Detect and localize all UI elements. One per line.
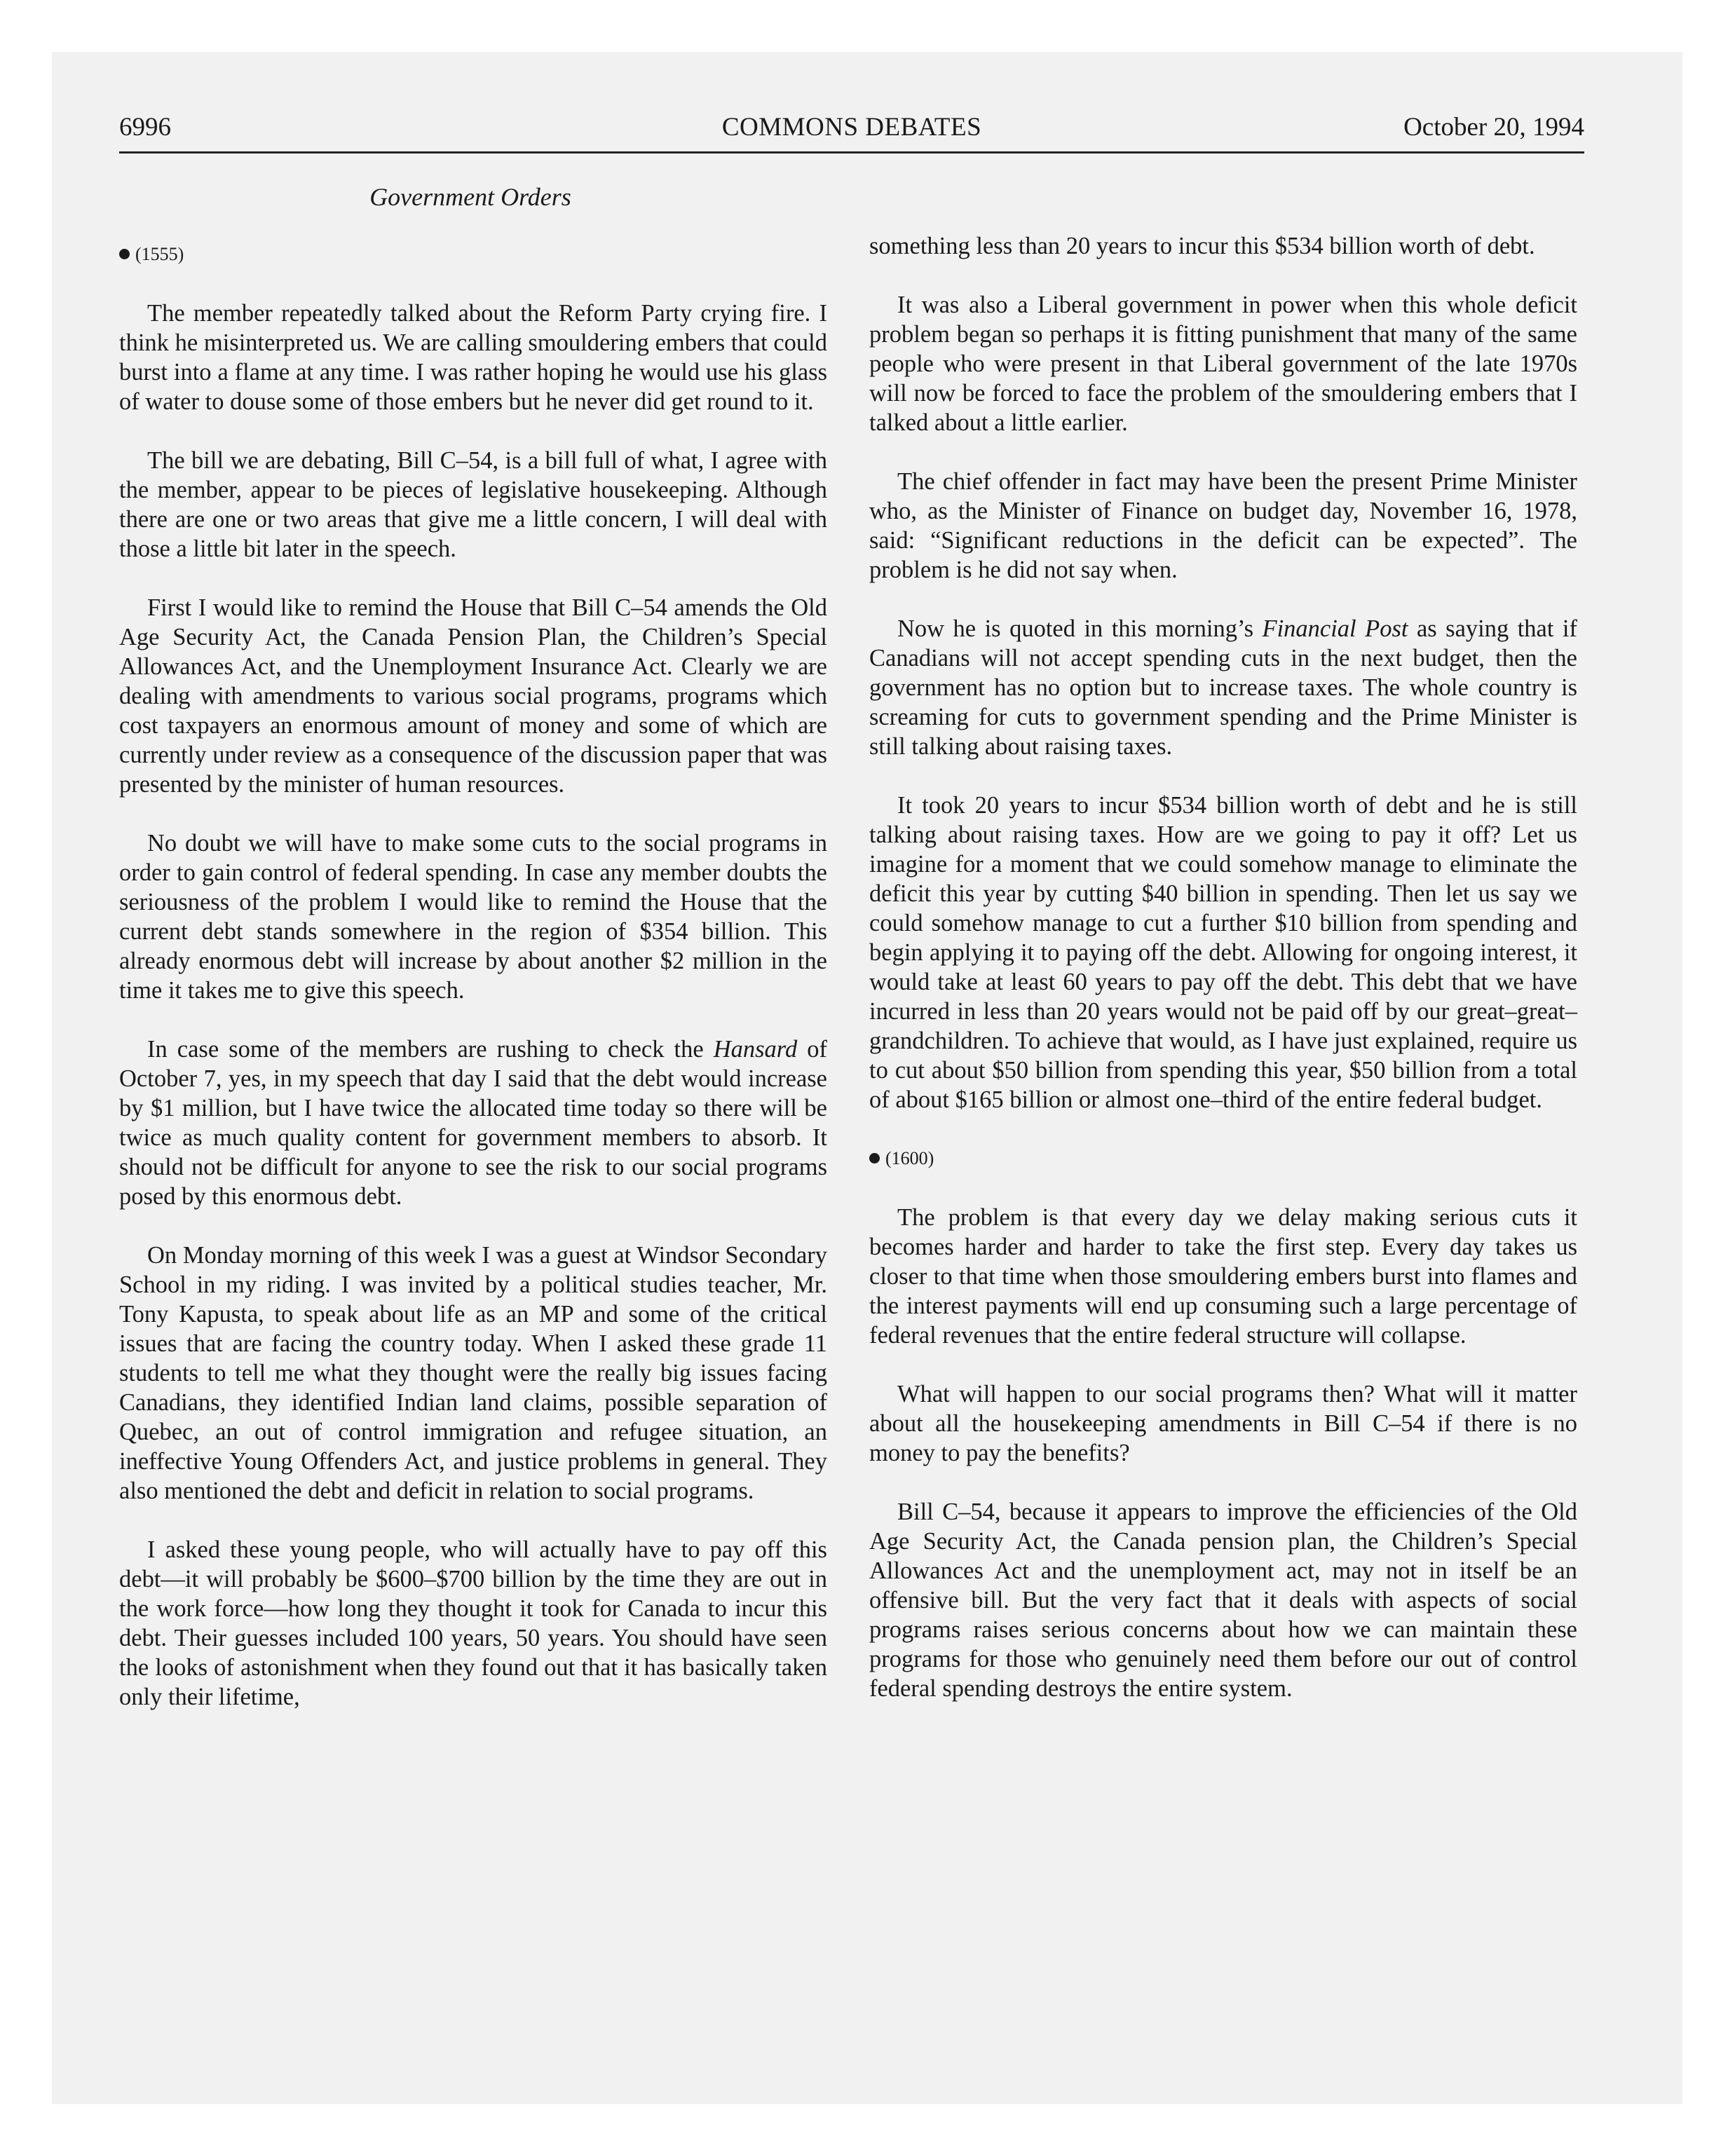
paragraph <box>119 1035 827 1211</box>
left-column <box>119 240 827 1741</box>
paragraph-text: of October 7, yes, in my speech that day I said that the debt would increase by $1 million, but I have twice the allocated time today so there will be twice as much quality content for government members to absorb. It should not be difficult for anyone to see the risk to our social programs posed by this enormous debt. <box>119 1036 827 1210</box>
time-mark-text: (1600) <box>885 1148 934 1168</box>
bullet-icon <box>869 1153 880 1164</box>
paragraph-text: In case some of the members are rushing to check the <box>147 1036 714 1063</box>
right-column <box>869 231 1577 1733</box>
hansard-reference: Hansard <box>713 1036 798 1063</box>
paragraph: First I would like to remind the House that Bill C–54 amends the Old Age Security Act, the Canada Pension Plan, the Children’s Special Allowances Act, and the Unemployment Insurance Act. Clearly we are dealing with amendments to various social programs, programs which cost taxpayers an enormous amount of money and some of which are currently under review as a consequence of the discussion paper that was presented by the minister of human resources. <box>119 594 827 798</box>
page-header <box>119 107 1584 153</box>
paragraph: Bill C–54, because it appears to improve the efficiencies of the Old Age Security Act, the Canada pension plan, the Children’s Special Allowances Act and the unemployment act, may not in itself be an offensive bill. But the very fact that it deals with aspects of social programs raises serious concerns about how we can maintain these programs for those who genuinely need them before our out of control federal spending destroys the entire system. <box>869 1499 1577 1702</box>
paragraph-text: Now he is quoted in this morning’s <box>897 615 1263 642</box>
paragraph-text: as saying that if Canadians will not accept spending cuts in the next budget, then the government has no option but to increase taxes. The whole country is screaming for cuts to government spending and the Prime Minister is still talking about raising taxes. <box>869 615 1578 760</box>
paragraph: It took 20 years to incur $534 billion worth of debt and he is still talking about raising taxes. How are we going to pay it off? Let us imagine for a moment that we could somehow manage to eliminate the deficit this year by cutting $40 billion in spending. Then let us say we could somehow manage to cut a further $10 billion from spending and begin applying it to paying off the debt. Allowing for ongoing interest, it would take at least 60 years to pay off the debt. This debt that we have incurred in less than 20 years would not be paid off by our great–great–grandchildren. To achieve that would, as I have just explained, require us to cut about $50 billion from spending this year, $50 billion from a total of about $165 billion or almost one–third of the entire federal budget. <box>869 792 1577 1113</box>
paragraph: The bill we are debating, Bill C–54, is a bill full of what, I agree with the member, appear to be pieces of legislative housekeeping. Although there are one or two areas that give me a little concern, I will deal with those a little bit later in the speech. <box>119 447 827 562</box>
paragraph: The member repeatedly talked about the Reform Party crying fire. I think he misinterpreted us. We are calling smouldering embers that could burst into a flame at any time. I was rather hoping he would use his glass of water to douse some of those embers but he never did get round to it. <box>119 300 827 415</box>
paragraph: It was also a Liberal government in power when this whole deficit problem began so perhaps it is fitting punishment that many of the same people who were present in that Liberal government of the late 1970s will now be forced to face the problem of the smouldering embers that I talked about a little earlier. <box>869 292 1577 436</box>
paragraph: No doubt we will have to make some cuts to the social programs in order to gain control of federal spending. In case any member doubts the seriousness of the problem I would like to remind the House that the current debt stands somewhere in the region of $354 billion. This already enormous debt will increase by about another $2 million in the time it takes me to give this speech. <box>119 830 827 1004</box>
paragraph: What will happen to our social programs then? What will it matter about all the housekeeping amendments in Bill C–54 if there is no money to pay the benefits? <box>869 1381 1577 1466</box>
publication-title: COMMONS DEBATES <box>721 113 982 142</box>
financial-post-reference: Financial Post <box>1262 615 1408 642</box>
bullet-icon <box>119 249 130 259</box>
paragraph <box>869 614 1577 761</box>
paragraph: On Monday morning of this week I was a guest at Windsor Secondary School in my riding. I was invited by a political studies teacher, Mr. Tony Kapusta, to speak about life as an MP and some of the critical issues that are facing the country today. When I asked these grade 11 students to tell me what they thought were the really big issues facing Canadians, they identified Indian land claims, possible separation of Quebec, an out of control immigration and refugee situation, an ineffective Young Offenders Act, and justice problems in general. They also mentioned the debt and deficit in relation to social programs. <box>119 1242 827 1504</box>
time-mark <box>869 1144 1577 1173</box>
paragraph: The problem is that every day we delay making serious cuts it becomes harder and harder to take the first step. Every day takes us closer to that time when those smouldering embers burst into flames and the interest payments will end up consuming such a large percentage of federal revenues that the entire federal structure will collapse. <box>869 1204 1577 1349</box>
paragraph: The chief offender in fact may have been the present Prime Minister who, as the Minister of Finance on budget day, November 16, 1978, said: “Significant reductions in the deficit can be expected”. The problem is he did not say when. <box>869 468 1577 583</box>
paragraph-continued: something less than 20 years to incur this $534 billion worth of debt. <box>869 233 1535 259</box>
time-mark <box>119 240 827 269</box>
paragraph: I asked these young people, who will actually have to pay off this debt—it will probably be $600–$700 billion by the time they are out in the work force—how long they thought it took for Canada to incur this debt. Their guesses included 100 years, 50 years. You should have seen the looks of astonishment when they found out that it has basically taken only their lifetime, <box>119 1536 827 1710</box>
publication-date: October 20, 1994 <box>1403 113 1584 142</box>
time-mark-text: (1555) <box>135 244 184 264</box>
page-number: 6996 <box>119 113 171 142</box>
section-title: Government Orders <box>369 183 571 211</box>
